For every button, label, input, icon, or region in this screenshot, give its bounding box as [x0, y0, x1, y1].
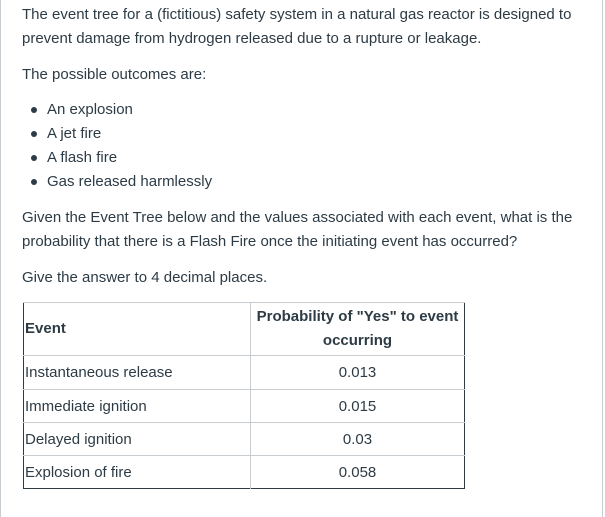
list-item: A jet fire	[22, 122, 212, 146]
probability-cell: 0.058	[251, 456, 465, 489]
header-event: Event	[24, 303, 251, 356]
instruction-paragraph: Give the answer to 4 decimal places.	[22, 269, 268, 286]
list-item: An explosion	[22, 98, 212, 122]
table-row	[24, 356, 465, 390]
intro-paragraph: The event tree for a (fictitious) safety system in a natural gas reactor is designed to prevent damage from hydrogen released due to a rupture or leakage.	[22, 6, 572, 47]
event-cell: Instantaneous release	[24, 356, 251, 390]
table-header-row	[24, 303, 465, 356]
event-cell: Immediate ignition	[24, 390, 251, 423]
table-row	[24, 390, 465, 423]
question-paragraph: Given the Event Tree below and the values associated with each event, what is the probability that there is a Flash Fire once the initiating event has occurred?	[22, 209, 573, 250]
outcomes-lead: The possible outcomes are:	[22, 66, 207, 83]
outcomes-list	[22, 98, 212, 194]
event-cell: Delayed ignition	[24, 423, 251, 456]
header-probability: Probability of "Yes" to event occurring	[251, 303, 465, 356]
list-item: Gas released harmlessly	[22, 170, 212, 194]
probability-cell: 0.013	[251, 356, 465, 390]
event-table	[23, 302, 465, 489]
probability-cell: 0.03	[251, 423, 465, 456]
table-row	[24, 423, 465, 456]
list-item: A flash fire	[22, 146, 212, 170]
table-row	[24, 456, 465, 489]
probability-cell: 0.015	[251, 390, 465, 423]
event-cell: Explosion of fire	[24, 456, 251, 489]
